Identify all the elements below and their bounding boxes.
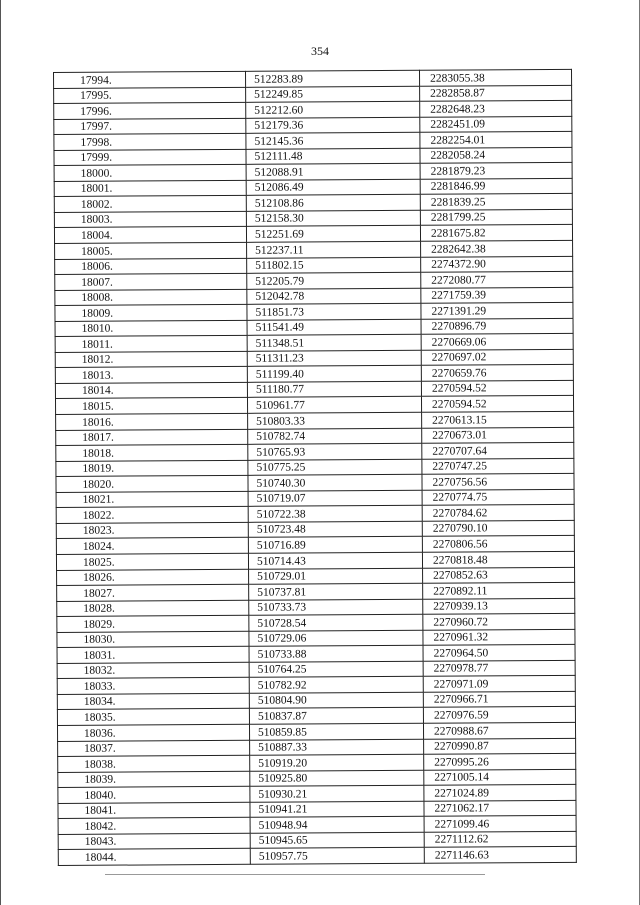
point-number-cell: 18042. [58,818,250,835]
northing-cell: 2270988.67 [423,722,575,738]
easting-cell: 512179.36 [246,117,420,134]
easting-cell: 512205.79 [247,272,421,289]
northing-cell: 2270978.77 [423,660,575,676]
coordinate-table-wrapper [53,69,577,866]
point-number-cell: 18036. [57,724,249,741]
northing-cell: 2270892.11 [423,582,575,598]
point-number-cell: 18041. [58,802,250,819]
northing-cell: 2270976.59 [423,707,575,723]
northing-cell: 2282058.24 [420,147,572,163]
northing-cell: 2270990.87 [424,738,576,754]
easting-cell: 512212.60 [246,101,420,118]
easting-cell: 511541.49 [247,319,421,336]
point-number-cell: 18013. [55,367,247,384]
coordinate-table-body [54,69,577,865]
coordinate-table [53,69,577,866]
point-number-cell: 18024. [56,538,248,555]
point-number-cell: 17996. [54,102,246,119]
easting-cell: 510729.06 [249,630,423,647]
easting-cell: 510764.25 [249,661,423,678]
easting-cell: 511199.40 [247,366,421,383]
easting-cell: 510740.30 [248,474,422,491]
page-number: 354 [311,44,329,58]
northing-cell: 2271099.46 [424,816,576,832]
point-number-cell: 18008. [55,289,247,306]
point-number-cell: 18011. [55,336,247,353]
easting-cell: 511311.23 [247,350,421,367]
point-number-cell: 18038. [58,755,250,772]
northing-cell: 2270964.50 [423,645,575,661]
easting-cell: 510945.65 [250,832,424,849]
point-number-cell: 18015. [55,398,247,415]
northing-cell: 2281846.99 [420,178,572,194]
easting-cell: 510719.07 [248,490,422,507]
easting-cell: 512249.85 [246,86,420,103]
easting-cell: 510728.54 [249,614,423,631]
point-number-cell: 18031. [57,647,249,664]
easting-cell: 512251.69 [246,226,420,243]
northing-cell: 2282642.38 [421,240,573,256]
northing-cell: 2270669.06 [421,334,573,350]
northing-cell: 2282254.01 [420,132,572,148]
easting-cell: 510948.94 [250,816,424,833]
point-number-cell: 18021. [56,491,248,508]
scan-edge-left [0,0,1,905]
northing-cell: 2270747.25 [422,458,574,474]
northing-cell: 2270784.62 [422,505,574,521]
easting-cell: 510804.90 [249,692,423,709]
easting-cell: 510714.43 [248,552,422,569]
easting-cell: 510737.81 [249,583,423,600]
easting-cell: 510803.33 [248,412,422,429]
point-number-cell: 18018. [56,444,248,461]
easting-cell: 510887.33 [250,739,424,756]
northing-cell: 2270960.72 [423,613,575,629]
easting-cell: 512158.30 [246,210,420,227]
easting-cell: 510961.77 [247,397,421,414]
northing-cell: 2282648.23 [420,100,572,116]
easting-cell: 511851.73 [247,303,421,320]
northing-cell: 2270707.64 [422,442,574,458]
easting-cell: 511180.77 [247,381,421,398]
northing-cell: 2274372.90 [421,256,573,272]
northing-cell: 2271024.89 [424,784,576,800]
point-number-cell: 18012. [55,351,247,368]
point-number-cell: 17995. [54,87,246,104]
point-number-cell: 18001. [54,180,246,197]
scan-bottom-mark [105,874,485,875]
point-number-cell: 18033. [57,678,249,695]
easting-cell: 510722.38 [248,506,422,523]
northing-cell: 2271005.14 [424,769,576,785]
easting-cell: 512088.91 [246,164,420,181]
point-number-cell: 18044. [58,849,250,866]
point-number-cell: 18006. [55,258,247,275]
northing-cell: 2272080.77 [421,271,573,287]
point-number-cell: 18029. [57,615,249,632]
easting-cell: 512237.11 [247,241,421,258]
point-number-cell: 18026. [57,569,249,586]
point-number-cell: 18016. [56,413,248,430]
point-number-cell: 18019. [56,460,248,477]
easting-cell: 510733.88 [249,645,423,662]
point-number-cell: 18037. [58,740,250,757]
easting-cell: 512108.86 [246,195,420,212]
easting-cell: 512042.78 [247,288,421,305]
northing-cell: 2270818.48 [422,551,574,567]
northing-cell: 2270806.56 [422,536,574,552]
easting-cell: 510925.80 [250,770,424,787]
easting-cell: 510782.92 [249,677,423,694]
northing-cell: 2270961.32 [423,629,575,645]
northing-cell: 2271112.62 [424,831,576,847]
point-number-cell: 18005. [55,242,247,259]
point-number-cell: 18034. [57,693,249,710]
northing-cell: 2282858.87 [420,85,572,101]
northing-cell: 2270697.02 [421,349,573,365]
point-number-cell: 17994. [54,71,246,88]
point-number-cell: 17999. [54,149,246,166]
northing-cell: 2271062.17 [424,800,576,816]
northing-cell: 2270995.26 [424,753,576,769]
northing-cell: 2271759.39 [421,287,573,303]
easting-cell: 510837.87 [249,708,423,725]
point-number-cell: 18030. [57,631,249,648]
northing-cell: 2270659.76 [421,365,573,381]
table-row [58,847,576,866]
northing-cell: 2270613.15 [422,411,574,427]
easting-cell: 510733.73 [249,599,423,616]
northing-cell: 2270774.75 [422,489,574,505]
northing-cell: 2270896.79 [421,318,573,334]
point-number-cell: 17998. [54,134,246,151]
point-number-cell: 18023. [56,522,248,539]
northing-cell: 2270971.09 [423,676,575,692]
point-number-cell: 17997. [54,118,246,135]
point-number-cell: 18002. [54,196,246,213]
point-number-cell: 18009. [55,305,247,322]
easting-cell: 512283.89 [245,70,419,87]
point-number-cell: 18017. [56,429,248,446]
point-number-cell: 18032. [57,662,249,679]
point-number-cell: 18043. [58,833,250,850]
northing-cell: 2270852.63 [423,567,575,583]
northing-cell: 2270756.56 [422,474,574,490]
northing-cell: 2281675.82 [420,225,572,241]
northing-cell: 2270673.01 [422,427,574,443]
point-number-cell: 18027. [57,584,249,601]
northing-cell: 2271146.63 [424,847,576,863]
northing-cell: 2283055.38 [419,69,571,85]
easting-cell: 512145.36 [246,132,420,149]
point-number-cell: 18020. [56,476,248,493]
point-number-cell: 18040. [58,786,250,803]
easting-cell: 510919.20 [250,754,424,771]
point-number-cell: 18007. [55,273,247,290]
northing-cell: 2270594.52 [421,396,573,412]
point-number-cell: 18003. [54,211,246,228]
northing-cell: 2281799.25 [420,209,572,225]
easting-cell: 510716.89 [248,537,422,554]
point-number-cell: 18010. [55,320,247,337]
northing-cell: 2271391.29 [421,303,573,319]
point-number-cell: 18039. [58,771,250,788]
easting-cell: 510775.25 [248,459,422,476]
point-number-cell: 18025. [56,553,248,570]
easting-cell: 510957.75 [250,848,424,865]
point-number-cell: 18014. [55,382,247,399]
point-number-cell: 18022. [56,507,248,524]
point-number-cell: 18004. [54,227,246,244]
easting-cell: 510782.74 [248,428,422,445]
point-number-cell: 18035. [57,709,249,726]
easting-cell: 512086.49 [246,179,420,196]
easting-cell: 510941.21 [250,801,424,818]
northing-cell: 2281879.23 [420,163,572,179]
easting-cell: 511348.51 [247,335,421,352]
point-number-cell: 18028. [57,600,249,617]
northing-cell: 2270594.52 [421,380,573,396]
northing-cell: 2270939.13 [423,598,575,614]
easting-cell: 510930.21 [250,785,424,802]
northing-cell: 2270790.10 [422,520,574,536]
northing-cell: 2281839.25 [420,194,572,210]
easting-cell: 511802.15 [247,257,421,274]
point-number-cell: 18000. [54,165,246,182]
easting-cell: 510859.85 [249,723,423,740]
easting-cell: 510723.48 [248,521,422,538]
easting-cell: 510729.01 [249,568,423,585]
northing-cell: 2282451.09 [420,116,572,132]
easting-cell: 512111.48 [246,148,420,165]
northing-cell: 2270966.71 [423,691,575,707]
easting-cell: 510765.93 [248,443,422,460]
